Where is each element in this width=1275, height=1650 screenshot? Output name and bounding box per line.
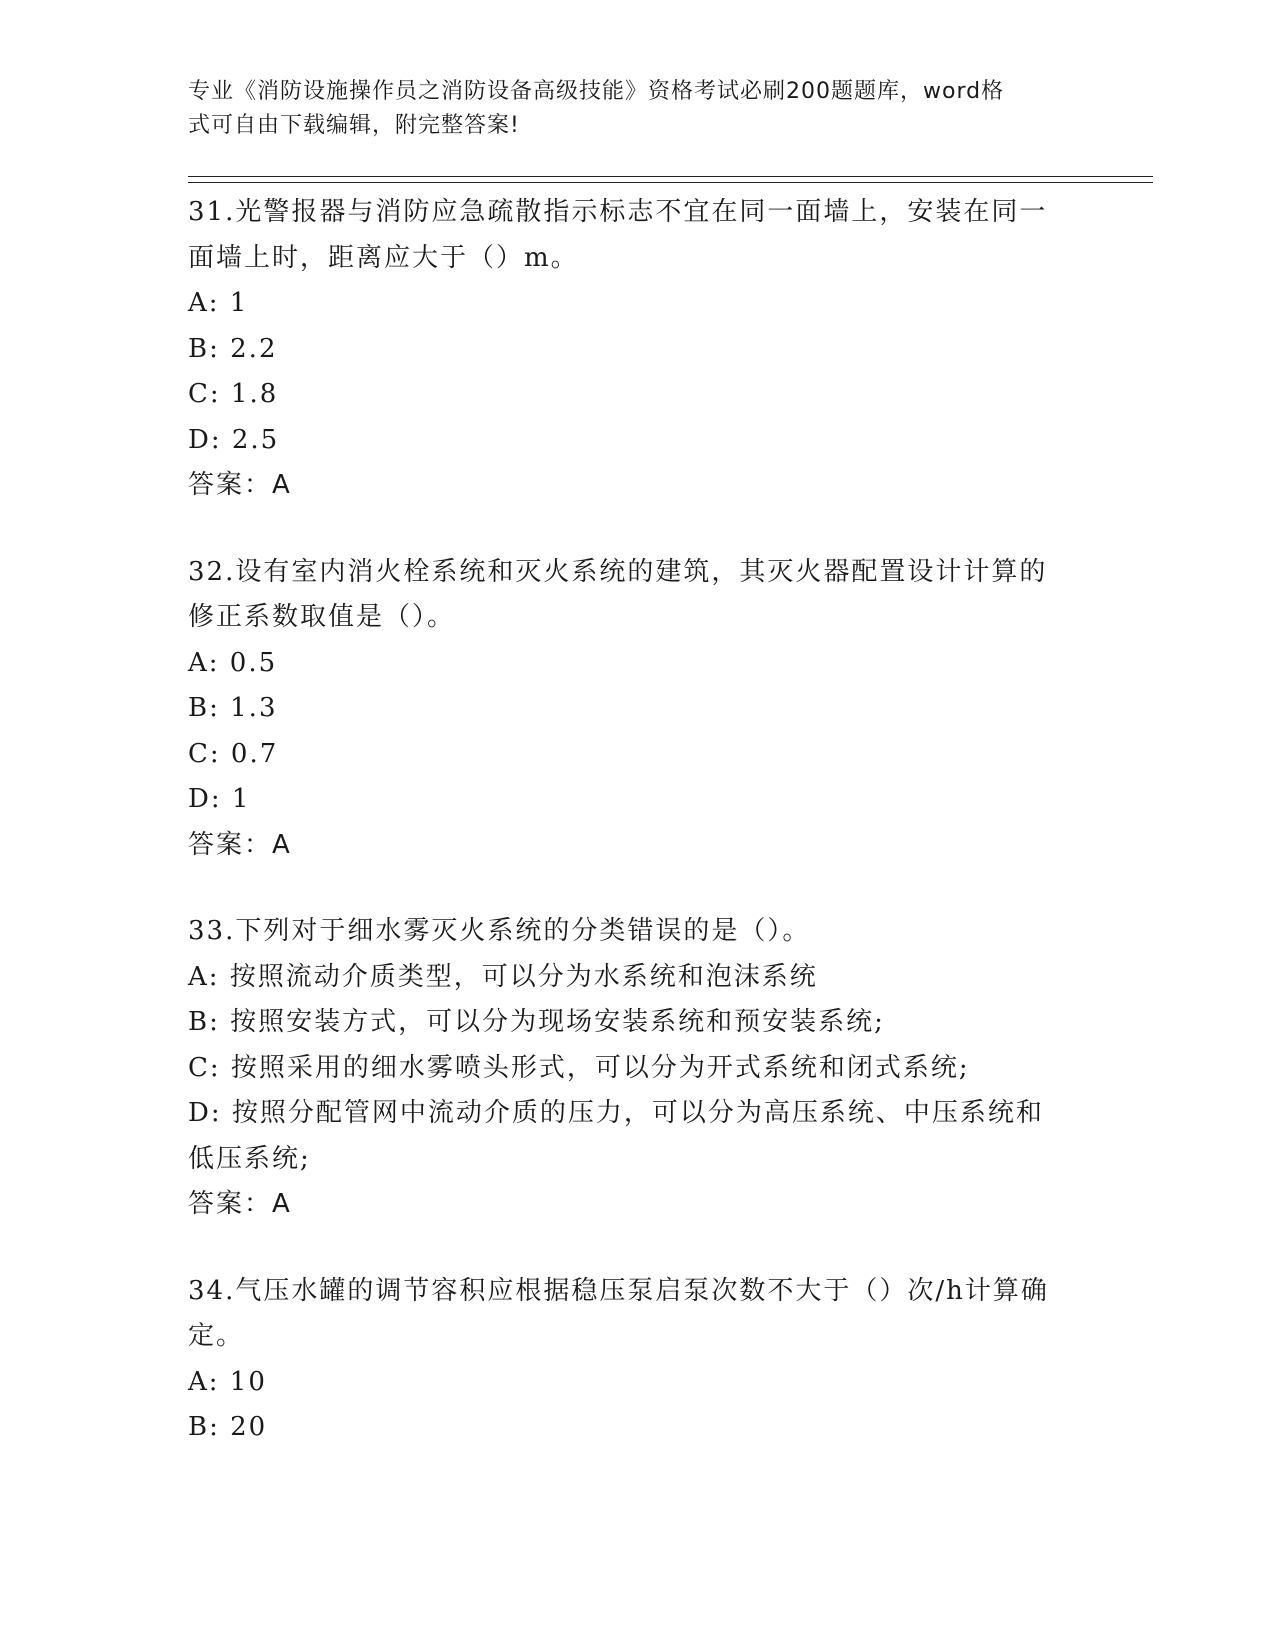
question-31	[188, 190, 1088, 509]
answer: 答案：A	[188, 1189, 292, 1219]
question-stem-continued: 修正系数取值是（）。	[188, 602, 456, 632]
question-stem-continued: 定。	[188, 1321, 245, 1351]
spacer	[188, 868, 1088, 909]
question-stem: 32.设有室内消火栓系统和灭火系统的建筑，其灭火器配置设计计算的	[188, 556, 1048, 587]
question-33	[188, 909, 1088, 1228]
option-b: B: 按照安装方式，可以分为现场安装系统和预安装系统;	[188, 1007, 885, 1037]
header-rule-bottom	[188, 182, 1153, 183]
option-b: B: 1.3	[188, 693, 278, 723]
header-rule-top	[188, 176, 1153, 177]
answer: 答案：A	[188, 829, 292, 860]
option-d: D: 按照分配管网中流动介质的压力，可以分为高压系统、中压系统和	[188, 1098, 1044, 1128]
header-line-1: 专业《消防设施操作员之消防设备高级技能》资格考试必刷200题题库，word格	[188, 79, 1005, 104]
question-stem: 31.光警报器与消防应急疏散指示标志不宜在同一面墙上，安装在同一	[188, 197, 1048, 227]
question-34	[188, 1269, 1088, 1451]
question-32	[188, 550, 1088, 869]
question-stem: 34.气压水罐的调节容积应根据稳压泵启泵次数不大于（）次/h计算确	[188, 1275, 1049, 1306]
option-c: C: 1.8	[188, 379, 279, 409]
question-stem-continued: 面墙上时，距离应大于（）m。	[188, 242, 579, 273]
question-list	[188, 190, 1088, 1451]
question-stem: 33.下列对于细水雾灭火系统的分类错误的是（）。	[188, 916, 811, 946]
document-header	[188, 75, 1088, 143]
spacer	[188, 1228, 1088, 1269]
option-d: D: 2.5	[188, 424, 280, 455]
option-c: C: 按照采用的细水雾喷头形式，可以分为开式系统和闭式系统;	[188, 1052, 970, 1083]
option-d: D: 1	[188, 784, 251, 814]
option-d-continued: 低压系统;	[188, 1143, 311, 1174]
spacer	[188, 509, 1088, 550]
header-line-2: 式可自由下载编辑，附完整答案!	[188, 113, 520, 138]
option-c: C: 0.7	[188, 738, 279, 769]
option-b: B: 2.2	[188, 333, 278, 364]
option-a: A: 0.5	[188, 647, 278, 678]
option-a: A: 10	[188, 1366, 267, 1397]
option-a: A: 按照流动介质类型，可以分为水系统和泡沫系统	[188, 961, 818, 992]
option-b: B: 20	[188, 1412, 268, 1442]
answer: 答案：A	[188, 470, 292, 500]
option-a: A: 1	[188, 288, 249, 318]
